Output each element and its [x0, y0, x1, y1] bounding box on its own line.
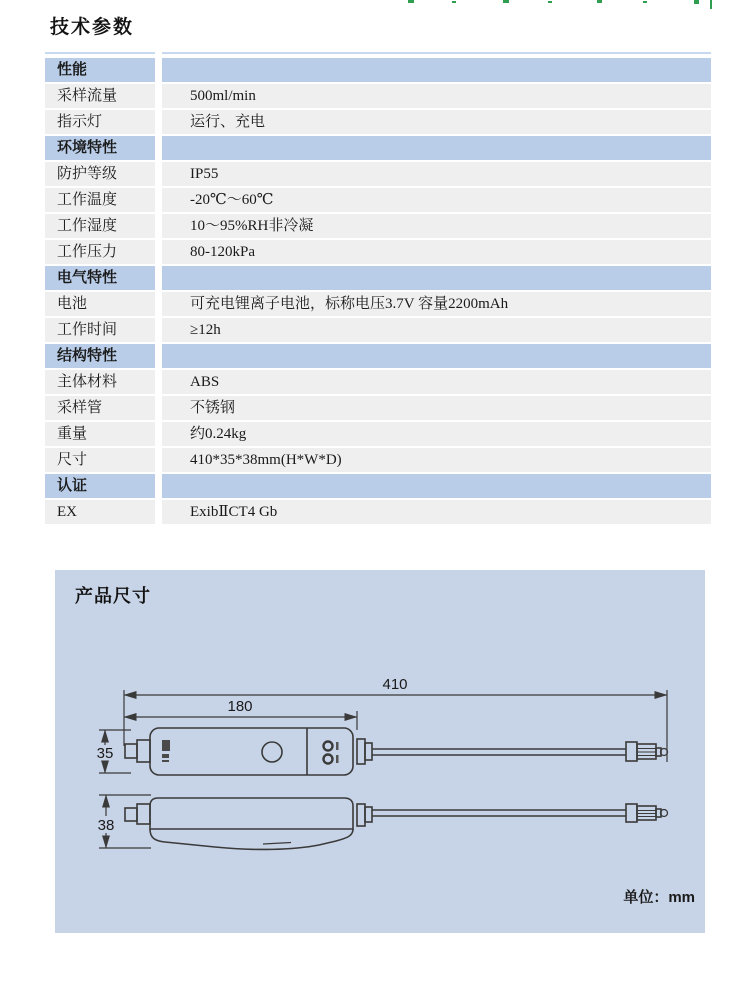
- spec-value: IP55: [162, 162, 711, 186]
- spec-section-row: [45, 58, 711, 82]
- spec-section-row: [45, 474, 711, 498]
- dim-180-label: 180: [227, 698, 253, 715]
- spec-value: 10～95%RH非冷凝: [162, 214, 711, 238]
- spec-value: ExibⅡCT4 Gb: [162, 500, 711, 524]
- spec-data-row: [45, 240, 711, 264]
- spec-value: [162, 266, 711, 290]
- probe-tip-collar: [626, 742, 637, 761]
- device-body-side-upper: [150, 798, 353, 829]
- spec-value: 410*35*38mm(H*W*D): [162, 448, 711, 472]
- dimension-lines: [96, 690, 667, 848]
- spec-data-row: [45, 370, 711, 394]
- spec-label: 指示灯: [45, 110, 155, 134]
- cropped-text-artifact: [452, 1, 456, 3]
- spec-value: [162, 344, 711, 368]
- brand-logo: [162, 740, 170, 762]
- inlet-connector: [137, 740, 150, 762]
- unit-label: 单位：mm: [623, 889, 695, 906]
- spec-data-row: [45, 448, 711, 472]
- inlet-nozzle: [125, 744, 137, 758]
- spec-label: 工作时间: [45, 318, 155, 342]
- tube-connector-collar-side: [365, 807, 372, 822]
- spec-label: 电池: [45, 292, 155, 316]
- tube-connector-side: [357, 804, 365, 826]
- spec-section-row: [45, 344, 711, 368]
- cropped-text-artifact: [548, 1, 552, 3]
- spec-label: 主体材料: [45, 370, 155, 394]
- spec-value: ≥12h: [162, 318, 711, 342]
- cropped-text-artifact: [643, 1, 647, 3]
- spec-label: 性能: [45, 58, 155, 82]
- cropped-text-artifact: [694, 0, 699, 4]
- dim-38-label: 38: [97, 817, 115, 834]
- spec-label: 重量: [45, 422, 155, 446]
- spec-value: 500ml/min: [162, 84, 711, 108]
- panel-title: 产品尺寸: [75, 586, 151, 606]
- tube-connector-collar: [365, 743, 372, 760]
- spec-label: 采样管: [45, 396, 155, 420]
- dim-410-label: 410: [382, 676, 408, 693]
- led-run-indicator: [324, 755, 333, 764]
- dim-35-label: 35: [96, 745, 114, 762]
- spec-label: 工作温度: [45, 188, 155, 212]
- device-side-view: [125, 798, 668, 849]
- dimension-drawing: [55, 570, 705, 933]
- spec-label: 尺寸: [45, 448, 155, 472]
- spec-value: 80-120kPa: [162, 240, 711, 264]
- spec-data-row: [45, 292, 711, 316]
- spec-data-row: [45, 214, 711, 238]
- cropped-text-artifact: [503, 0, 509, 3]
- spec-section-row: [45, 136, 711, 160]
- spec-label: 工作压力: [45, 240, 155, 264]
- page-title: 技术参数: [50, 17, 135, 38]
- product-dimensions-panel: [55, 570, 705, 933]
- spec-value: 运行、充电: [162, 110, 711, 134]
- spec-value: [162, 474, 711, 498]
- spec-label: 电气特性: [45, 266, 155, 290]
- tube-connector: [357, 739, 365, 764]
- spec-value: 可充电锂离子电池，标称电压3.7V 容量2200mAh: [162, 292, 711, 316]
- cropped-text-artifact: [710, 0, 712, 9]
- spec-label: EX: [45, 500, 155, 524]
- spec-label: 防护等级: [45, 162, 155, 186]
- spec-data-row: [45, 422, 711, 446]
- cropped-text-artifact: [408, 0, 414, 3]
- cropped-text-artifact: [597, 0, 602, 3]
- device-top-view: [125, 728, 668, 775]
- inlet-connector-side: [137, 804, 150, 824]
- spec-data-row: [45, 110, 711, 134]
- spec-value: 约0.24kg: [162, 422, 711, 446]
- spec-value: ABS: [162, 370, 711, 394]
- probe-tip-collar-side: [626, 804, 637, 822]
- table-top-border: [45, 52, 711, 54]
- led-charge-indicator: [324, 742, 333, 751]
- spec-data-row: [45, 500, 711, 524]
- power-button-circle: [262, 742, 282, 762]
- spec-data-row: [45, 188, 711, 212]
- spec-table: [45, 52, 711, 526]
- spec-label: 认证: [45, 474, 155, 498]
- spec-label: 结构特性: [45, 344, 155, 368]
- spec-value: 不锈钢: [162, 396, 711, 420]
- led-label-marks: [336, 742, 339, 763]
- spec-label: 工作湿度: [45, 214, 155, 238]
- grip-seam-notch: [263, 843, 291, 845]
- spec-data-row: [45, 318, 711, 342]
- spec-value: [162, 58, 711, 82]
- spec-label: 采样流量: [45, 84, 155, 108]
- spec-value: -20℃～60℃: [162, 188, 711, 212]
- spec-data-row: [45, 162, 711, 186]
- spec-label: 环境特性: [45, 136, 155, 160]
- device-body-top-view: [150, 728, 353, 775]
- spec-value: [162, 136, 711, 160]
- spec-table-rows: [45, 58, 711, 524]
- spec-section-row: [45, 266, 711, 290]
- spec-data-row: [45, 396, 711, 420]
- spec-data-row: [45, 84, 711, 108]
- device-body-side-grip: [150, 829, 353, 849]
- inlet-nozzle-side: [125, 808, 137, 821]
